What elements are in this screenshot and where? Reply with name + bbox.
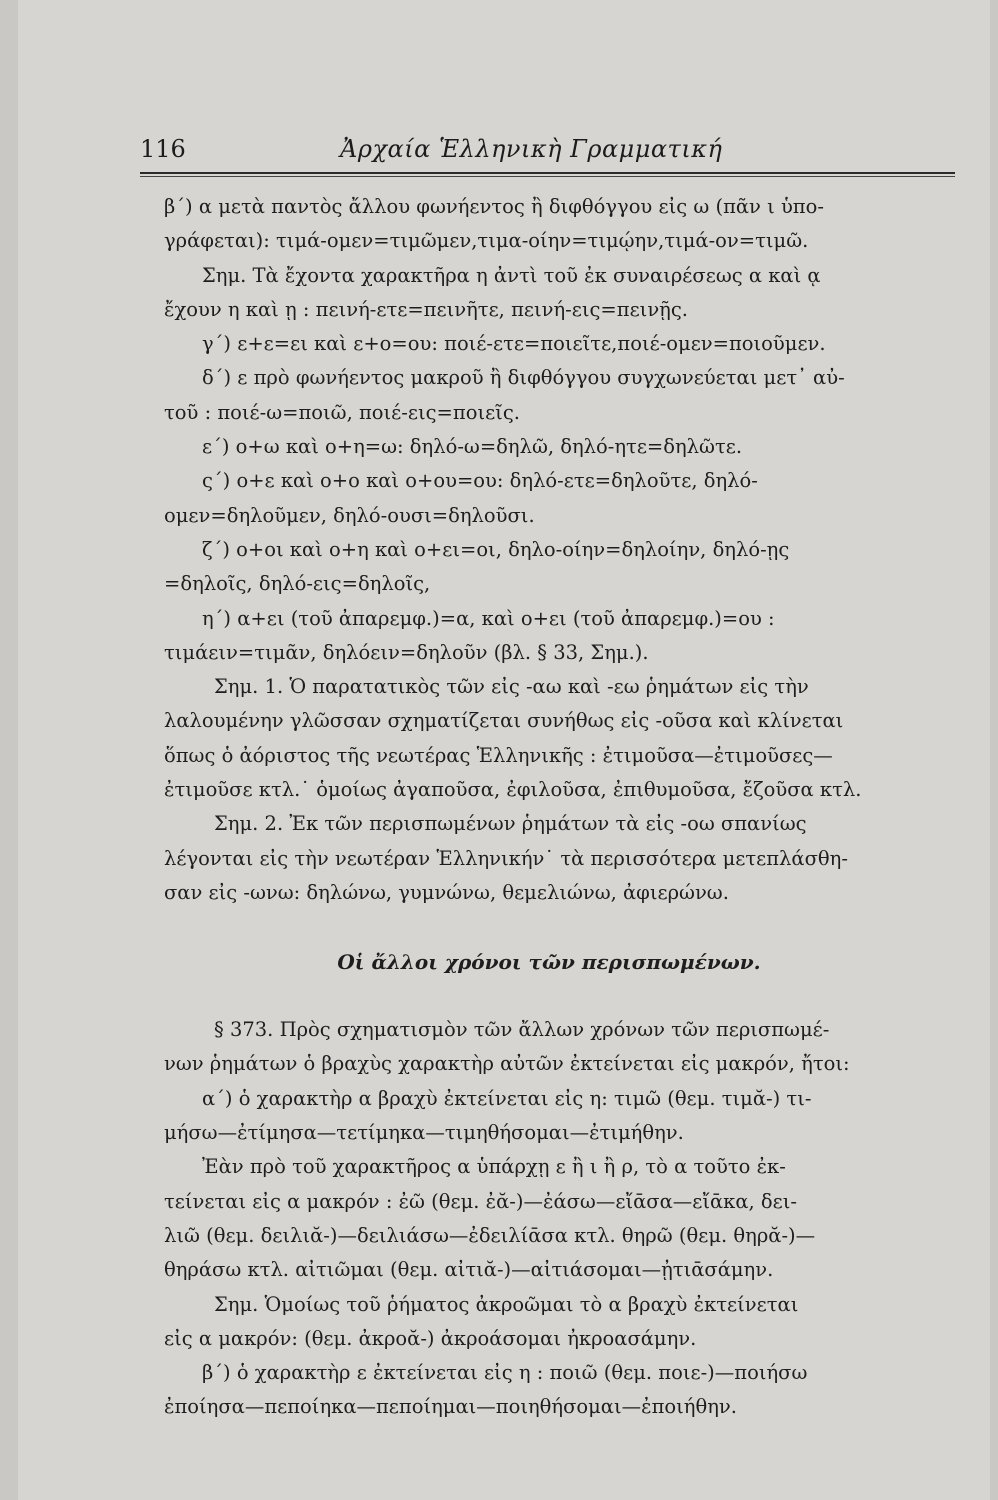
text-line: Σημ. 2. Ἐκ τῶν περισπωμένων ῥημάτων τὰ εἰς -οω σπανίως [214, 812, 807, 836]
text-line: εἰς α μακρόν: (θεμ. ἀκροᾰ-) ἀκροάσομαι ἠκροασάμην. [164, 1326, 697, 1350]
text-line: ομεν=δηλοῦμεν, δηλό-ουσι=δηλοῦσι. [164, 503, 535, 527]
page-number: 116 [140, 135, 186, 163]
text-line: Σημ. Τὰ ἔχοντα χαρακτῆρα η ἀντὶ τοῦ ἐκ συναιρέσεως α καὶ ᾳ [202, 263, 821, 287]
text-line: λέγονται εἰς τὴν νεωτέραν Ἑλληνικήν˙ τὰ περισσότερα μετεπλάσθη- [164, 846, 848, 870]
text-line: λαλουμένην γλῶσσαν σχηματίζεται συνήθως εἰς -οῦσα καὶ κλίνεται [164, 709, 844, 733]
text-line: δ΄) ε πρὸ φωνήεντος μακροῦ ἢ διφθόγγου συγχωνεύεται μετ᾽ αὐ- [202, 366, 845, 390]
text-line: τοῦ : ποιέ-ω=ποιῶ, ποιέ-εις=ποιεῖς. [164, 400, 520, 424]
section-heading: Οἱ ἄλλοι χρόνοι τῶν περισπωμένων. [337, 949, 761, 974]
text-line: τείνεται εἰς α μακρόν : ἐῶ (θεμ. ἐᾰ-)—ἐάσω—εἴᾱσα—εἴᾱκα, δει- [164, 1189, 797, 1213]
text-line: νων ῥημάτων ὁ βραχὺς χαρακτὴρ αὐτῶν ἐκτείνεται εἰς μακρόν, ἤτοι: [164, 1052, 850, 1076]
text-line: Σημ. Ὁμοίως τοῦ ῥήματος ἀκροῶμαι τὸ α βραχὺ ἐκτείνεται [214, 1292, 799, 1316]
text-line: ζ΄) ο+οι καὶ ο+η καὶ ο+ει=οι, δηλο-οίην=δηλοίην, δηλό-ῃς [202, 537, 790, 561]
text-line: Σημ. 1. Ὁ παρατατικὸς τῶν εἰς -αω καὶ -εω ῥημάτων εἰς τὴν [214, 675, 809, 699]
page-header [140, 135, 955, 171]
header-rule [140, 172, 955, 174]
text-line: β΄) ὁ χαρακτὴρ ε ἐκτείνεται εἰς η : ποιῶ (θεμ. ποιε-)—ποιήσω [202, 1361, 808, 1385]
text-line: α΄) ὁ χαρακτὴρ α βραχὺ ἐκτείνεται εἰς η: τιμῶ (θεμ. τιμᾰ-) τι- [202, 1086, 812, 1110]
text-line: σαν εἰς -ωνω: δηλώνω, γυμνώνω, θεμελιώνω, ἀφιερώνω. [164, 880, 729, 904]
text-line: θηράσω κτλ. αἰτιῶμαι (θεμ. αἰτιᾰ-)—αἰτιάσομαι—ᾐτιᾱσάμην. [164, 1258, 774, 1282]
text-line: ἔχουν η καὶ ῃ : πεινή-ετε=πεινῆτε, πεινή-εις=πεινῇς. [164, 297, 688, 321]
spacer [164, 979, 964, 1013]
text-line: ε΄) ο+ω καὶ ο+η=ω: δηλό-ω=δηλῶ, δηλό-ητε=δηλῶτε. [202, 435, 743, 459]
header-rule-thin [140, 176, 955, 177]
text-line: γ΄) ε+ε=ει καὶ ε+ο=ου: ποιέ-ετε=ποιεῖτε,ποιέ-ομεν=ποιοῦμεν. [202, 332, 826, 356]
text-line: η΄) α+ει (τοῦ ἀπαρεμφ.)=α, καὶ ο+ει (τοῦ ἀπαρεμφ.)=ου : [202, 606, 775, 630]
text-line: ς΄) ο+ε καὶ ο+ο καὶ ο+ου=ου: δηλό-ετε=δηλοῦτε, δηλό- [202, 469, 758, 493]
text-line: ἐτιμοῦσε κτλ.˙ ὁμοίως ἀγαποῦσα, ἐφιλοῦσα, ἐπιθυμοῦσα, ἔζοῦσα κτλ. [164, 778, 862, 802]
text-line: γράφεται): τιμά-ομεν=τιμῶμεν,τιμα-οίην=τιμῴην,τιμά-ον=τιμῶ. [164, 229, 809, 253]
spacer [164, 910, 964, 944]
text-line: Ἐὰν πρὸ τοῦ χαρακτῆρος α ὑπάρχῃ ε ἢ ι ἢ ρ, τὸ α τοῦτο ἐκ- [202, 1155, 786, 1179]
text-line: ἐποίησα—πεποίηκα—πεποίημαι—ποιηθήσομαι—ἐποιήθην. [164, 1395, 737, 1419]
text-line: =δηλοῖς, δηλό-εις=δηλοῖς, [164, 572, 431, 596]
running-head: Ἀρχαία Ἑλληνικὴ Γραμματική [340, 135, 723, 163]
text-line: τιμάειν=τιμᾶν, δηλόειν=δηλοῦν (βλ. § 33, Σημ.). [164, 640, 649, 664]
text-line: § 373. Πρὸς σχηματισμὸν τῶν ἄλλων χρόνων τῶν περισπωμέ- [214, 1018, 830, 1042]
text-line: ὅπως ὁ ἀόριστος τῆς νεωτέρας Ἑλληνικῆς : ἐτιμοῦσα—ἐτιμοῦσες— [164, 743, 833, 767]
page-body [164, 190, 964, 1425]
text-line: μήσω—ἐτίμησα—τετίμηκα—τιμηθήσομαι—ἐτιμήθην. [164, 1121, 684, 1145]
text-line: λιῶ (θεμ. δειλιᾰ-)—δειλιάσω—ἐδειλίᾱσα κτλ. θηρῶ (θεμ. θηρᾰ-)— [164, 1223, 816, 1247]
text-line: β΄) α μετὰ παντὸς ἄλλου φωνήεντος ἢ διφθόγγου εἰς ω (πᾶν ι ὑπο- [164, 195, 824, 218]
